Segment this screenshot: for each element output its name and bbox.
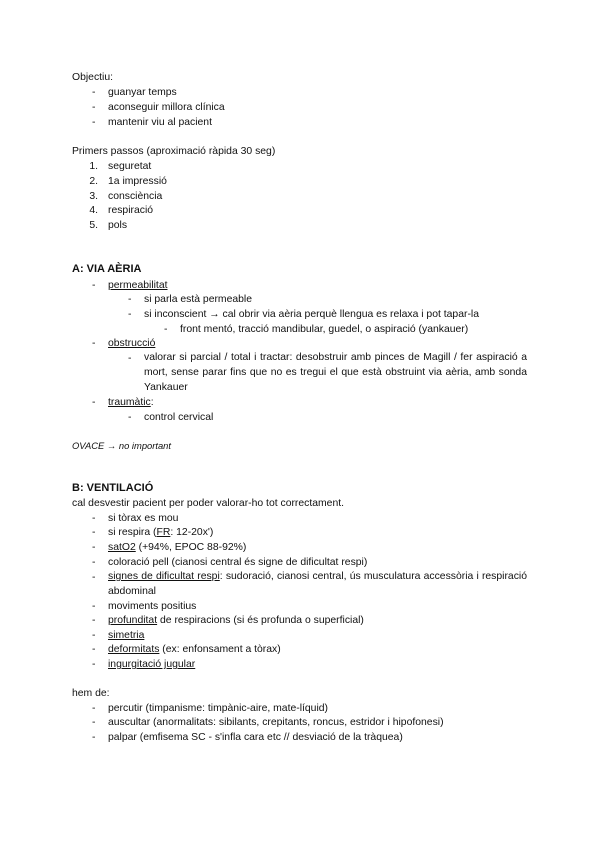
profunditat-rest: de respiracions (si és profunda o superficial) <box>157 615 364 626</box>
permeabilitat-subsub: front mentó, tracció mandibular, guedel, o aspiració (yankauer) <box>180 324 469 335</box>
obstruccio-sub: valorar si parcial / total i tractar: desobstruir amb pinces de Magill / fer aspiració a mort, sense parar fins que no es tregui el que està obstruint via aèria, amb sonda Yankauer <box>144 352 527 393</box>
bullet-dash: - <box>92 615 96 626</box>
ventilacio-item <box>108 569 527 599</box>
traumatic-colon: : <box>150 397 154 408</box>
bullet-dash: - <box>92 542 96 553</box>
section-a-heading: A: VIA AÈRIA <box>72 263 142 275</box>
ventilacio-item: simetria <box>108 630 145 641</box>
bullet-dash: - <box>128 309 132 320</box>
sat-label: satO2 <box>108 542 136 553</box>
list-number: 2. <box>89 176 98 187</box>
profunditat-label: profunditat <box>108 615 158 626</box>
bullet-dash: - <box>92 557 96 568</box>
list-number: 4. <box>89 205 98 216</box>
objectiu-title: Objectiu: <box>72 72 114 83</box>
traumatic-line <box>108 396 154 409</box>
ventilacio-item: coloració pell (cianosi central és signe de dificultat respi) <box>108 557 368 568</box>
primers-item: 1a impressió <box>108 176 167 187</box>
hem-de-item: palpar (emfisema SC - s'infla cara etc // desviació de la tràquea) <box>108 732 403 743</box>
permeabilitat-sub: si inconscient → cal obrir via aèria perquè llengua es relaxa i pot tapar-la <box>144 309 479 320</box>
ventilacio-item <box>108 541 246 554</box>
permeabilitat-label: permeabilitat <box>108 280 168 291</box>
bullet-dash: - <box>92 102 96 113</box>
section-b-heading: B: VENTILACIÓ <box>72 482 154 494</box>
bullet-dash: - <box>92 87 96 98</box>
objectiu-item: mantenir viu al pacient <box>108 117 212 128</box>
bullet-dash: - <box>92 659 96 670</box>
deformitats-rest: (ex: enfonsament a tòrax) <box>159 644 281 655</box>
traumatic-sub: control cervical <box>144 412 214 423</box>
bullet-dash: - <box>92 601 96 612</box>
signes-rest: : sudoració, cianosi central, ús musculatura accessòria i respiració abdominal <box>108 571 527 597</box>
bullet-dash: - <box>128 353 132 364</box>
respira-post: : 12-20x') <box>170 527 214 538</box>
obstruccio-label: obstrucció <box>108 338 156 349</box>
objectiu-item: aconseguir millora clínica <box>108 102 225 113</box>
list-number: 3. <box>89 191 98 202</box>
primers-item: consciència <box>108 191 163 202</box>
ventilacio-item <box>108 643 281 656</box>
bullet-dash: - <box>92 338 96 349</box>
ventilacio-item <box>108 526 213 539</box>
list-number: 1. <box>89 161 98 172</box>
primers-title: Primers passos (aproximació ràpida 30 seg) <box>72 146 276 157</box>
bullet-dash: - <box>92 527 96 538</box>
bullet-dash: - <box>164 324 168 335</box>
hem-de-item: percutir (timpanisme: timpànic-aire, mate-líquid) <box>108 703 329 714</box>
hem-de-title: hem de: <box>72 688 110 699</box>
signes-label: signes de dificultat respi <box>108 571 220 582</box>
bullet-dash: - <box>92 732 96 743</box>
permeabilitat-sub: si parla està permeable <box>144 294 253 305</box>
bullet-dash: - <box>128 412 132 423</box>
ventilacio-item <box>108 614 364 627</box>
sat-rest: (+94%, EPOC 88-92%) <box>135 542 247 553</box>
section-b-intro: cal desvestir pacient per poder valorar-ho tot correctament. <box>72 498 345 509</box>
hem-de-item: auscultar (anormalitats: sibilants, crepitants, roncus, estridor i hipofonesi) <box>108 717 444 728</box>
objectiu-item: guanyar temps <box>108 87 177 98</box>
bullet-dash: - <box>92 703 96 714</box>
bullet-dash: - <box>92 630 96 641</box>
traumatic-label: traumàtic <box>108 397 151 408</box>
ovace-note: OVACE → no important <box>72 440 171 451</box>
deformitats-label: deformitats <box>108 644 160 655</box>
bullet-dash: - <box>92 572 96 583</box>
ventilacio-item: moviments positius <box>108 601 197 612</box>
bullet-dash: - <box>92 717 96 728</box>
respira-pre: si respira ( <box>108 527 157 538</box>
bullet-dash: - <box>92 280 96 291</box>
primers-item: pols <box>108 220 128 231</box>
ventilacio-item: si tòrax es mou <box>108 513 179 524</box>
bullet-dash: - <box>92 644 96 655</box>
bullet-dash: - <box>92 397 96 408</box>
list-number: 5. <box>89 220 98 231</box>
bullet-dash: - <box>128 294 132 305</box>
bullet-dash: - <box>92 513 96 524</box>
primers-item: seguretat <box>108 161 152 172</box>
respira-fr: FR <box>156 527 171 538</box>
primers-item: respiració <box>108 205 154 216</box>
ventilacio-item: ingurgitació jugular <box>108 659 196 670</box>
bullet-dash: - <box>92 117 96 128</box>
